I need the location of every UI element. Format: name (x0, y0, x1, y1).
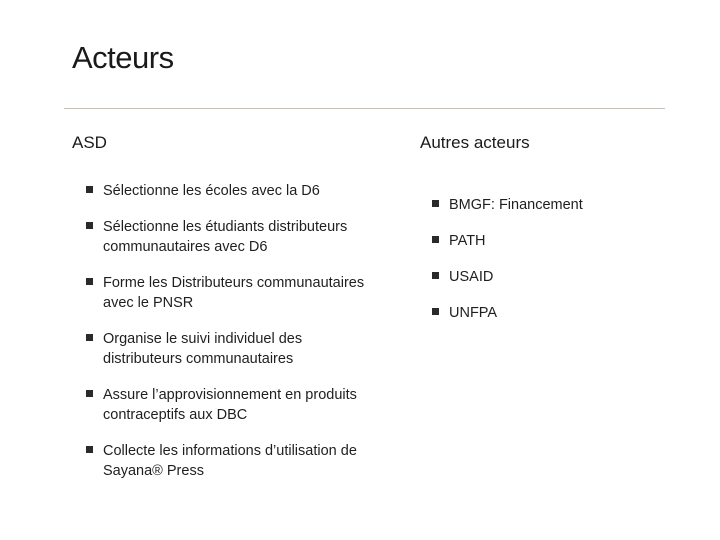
square-bullet-icon (86, 446, 93, 453)
slide-title: Acteurs (72, 40, 174, 75)
list-item (79, 441, 379, 481)
list-item-text: USAID (449, 269, 494, 285)
left-bullet-list (79, 181, 379, 497)
list-item (79, 217, 379, 257)
list-item-text: Organise le suivi individuel des distributeurs communautaires (103, 331, 303, 367)
square-bullet-icon (432, 200, 439, 207)
list-item (79, 329, 379, 369)
square-bullet-icon (432, 308, 439, 315)
square-bullet-icon (432, 236, 439, 243)
list-item-text: Sélectionne les écoles avec la D6 (103, 183, 320, 199)
list-item-text: Assure l’approvisionnement en produits contraceptifs aux DBC (103, 387, 357, 423)
square-bullet-icon (432, 272, 439, 279)
list-item (425, 303, 685, 323)
list-item-text: Collecte les informations d’utilisation de Sayana® Press (103, 443, 357, 479)
right-bullet-list (425, 195, 685, 339)
square-bullet-icon (86, 390, 93, 397)
left-column-heading: ASD (72, 133, 107, 152)
square-bullet-icon (86, 334, 93, 341)
list-item (79, 385, 379, 425)
list-item (425, 195, 685, 215)
square-bullet-icon (86, 278, 93, 285)
list-item (79, 273, 379, 313)
right-column-heading: Autres acteurs (420, 133, 530, 152)
list-item-text: Forme les Distributeurs communautaires avec le PNSR (103, 275, 365, 311)
list-item-text: Sélectionne les étudiants distributeurs communautaires avec D6 (103, 219, 348, 255)
list-item-text: BMGF: Financement (449, 197, 583, 213)
list-item (79, 181, 379, 201)
list-item (425, 231, 685, 251)
list-item-text: PATH (449, 233, 486, 249)
list-item-text: UNFPA (449, 305, 498, 321)
square-bullet-icon (86, 222, 93, 229)
list-item (425, 267, 685, 287)
title-divider (64, 108, 665, 109)
square-bullet-icon (86, 186, 93, 193)
